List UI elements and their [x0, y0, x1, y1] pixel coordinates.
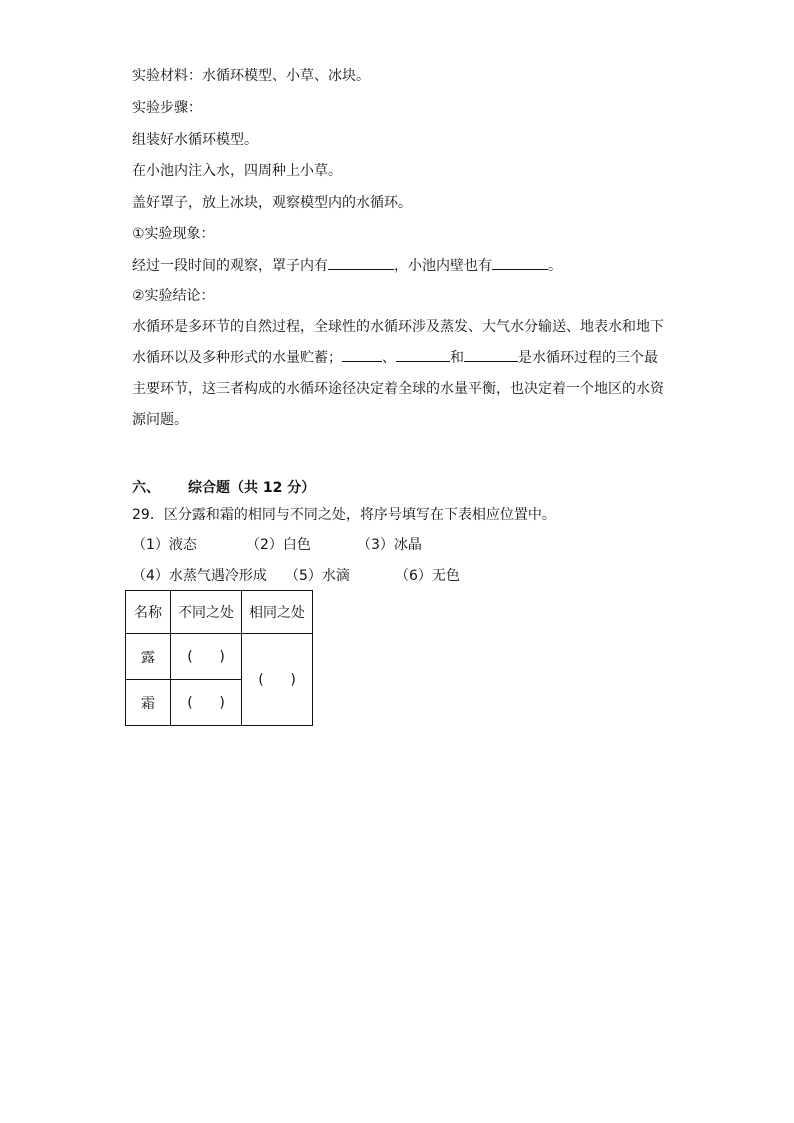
- table-header-row: [126, 591, 313, 634]
- option-5: （5）水滴: [285, 568, 350, 584]
- phenomenon-title: ①实验现象：: [132, 226, 215, 242]
- section-6-heading: [132, 478, 315, 498]
- frost-difference-parens: ( ): [187, 694, 225, 711]
- phenomenon-text-1: 经过一段时间的观察，罩子内有: [132, 258, 328, 274]
- phenomenon-text-2: ，小池内壁也有: [394, 258, 492, 274]
- frost-difference-cell[interactable]: [171, 680, 242, 726]
- option-6: （6）无色: [395, 568, 460, 584]
- phenomenon-text-3: 。: [548, 258, 562, 274]
- header-similarity: 相同之处: [242, 591, 313, 634]
- conclusion-blank-3[interactable]: [464, 347, 518, 362]
- option-4: （4）水蒸气遇冷形成: [132, 568, 267, 584]
- header-difference: 不同之处: [171, 591, 242, 634]
- phenomenon-blank-1[interactable]: [328, 255, 394, 270]
- conclusion-title: ②实验结论：: [132, 288, 215, 304]
- conclusion-text-1: 水循环是多环节的自然过程，全球性的水循环涉及蒸发、大气水分输送、地表水和地下水循环以及多种形式的水量贮蓄；: [132, 319, 664, 366]
- phenomenon-blank-2[interactable]: [492, 255, 548, 270]
- row-name-dew: 露: [126, 634, 171, 680]
- section-6-title: 综合题（共 12 分）: [188, 480, 316, 496]
- experiment-steps-title: 实验步骤：: [132, 100, 202, 116]
- experiment-step-3: 盖好罩子，放上冰块，观察模型内的水循环。: [132, 195, 412, 211]
- conclusion-paragraph: [132, 312, 664, 436]
- experiment-materials: 实验材料：水循环模型、小草、冰块。: [132, 68, 370, 84]
- table-row-dew: [126, 634, 313, 680]
- similarity-cell[interactable]: [242, 634, 313, 726]
- option-3: （3）冰晶: [357, 537, 422, 553]
- similarity-parens: ( ): [258, 671, 296, 688]
- header-name: 名称: [126, 591, 171, 634]
- conclusion-blank-1[interactable]: [342, 347, 382, 362]
- section-6-number: 六、: [132, 480, 160, 496]
- option-1: （1）液态: [132, 537, 197, 553]
- conclusion-text-4: 是水循环过程的三个最主要环节，这三者构成的水循环途径决定着全球的水量平衡，也决定着一个地区的水资源问题。: [132, 350, 664, 428]
- dew-difference-cell[interactable]: [171, 634, 242, 680]
- question-29: 29．区分露和霜的相同与不同之处，将序号填写在下表相应位置中。: [132, 507, 556, 523]
- experiment-step-1: 组装好水循环模型。: [132, 132, 258, 148]
- answer-table: [125, 590, 313, 726]
- conclusion-text-2: 、: [382, 350, 396, 366]
- conclusion-text-3: 和: [450, 350, 464, 366]
- conclusion-blank-2[interactable]: [396, 347, 450, 362]
- option-2: （2）白色: [246, 537, 311, 553]
- experiment-step-2: 在小池内注入水，四周种上小草。: [132, 163, 342, 179]
- phenomenon-sentence: [132, 255, 562, 276]
- row-name-frost: 霜: [126, 680, 171, 726]
- dew-difference-parens: ( ): [187, 648, 225, 665]
